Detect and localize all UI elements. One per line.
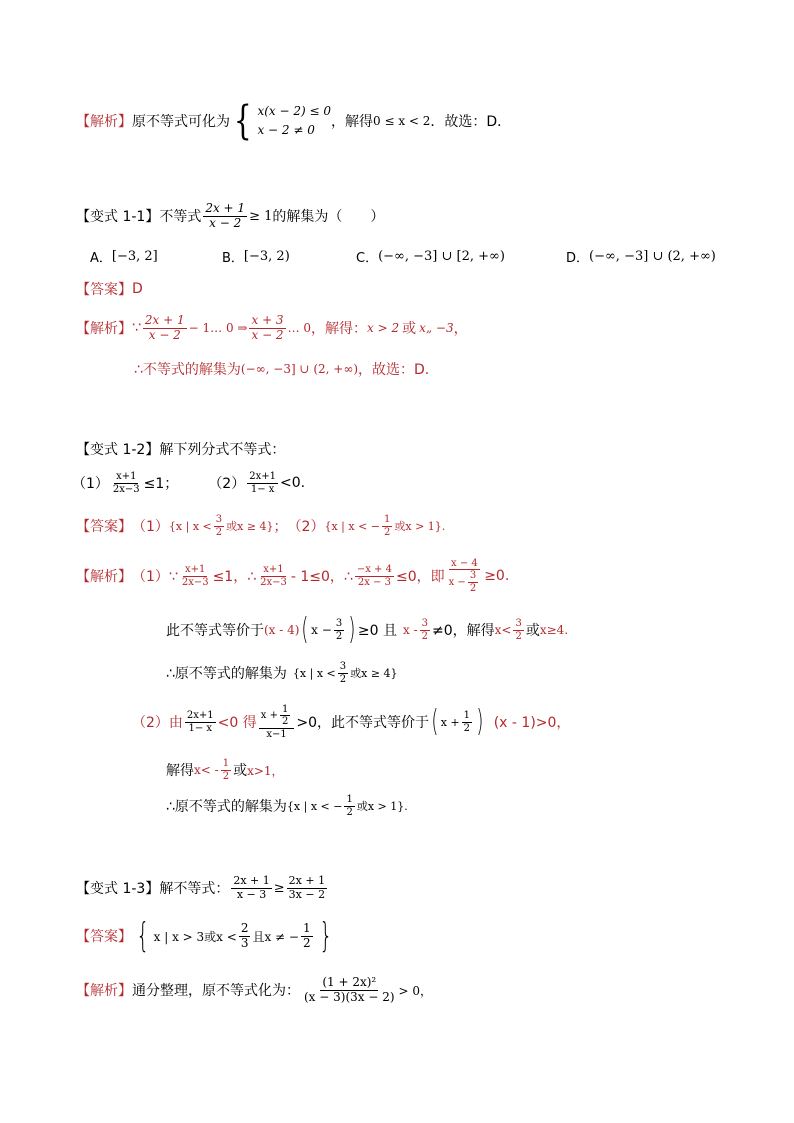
numerator: x+1 bbox=[116, 471, 137, 482]
solution-math: 0 ≤ x < 2 bbox=[373, 114, 431, 128]
variant-tag: 【变式 1-3】 bbox=[76, 881, 160, 897]
math-text: x + bbox=[440, 715, 460, 729]
answer-line bbox=[76, 278, 143, 300]
math-text: {x | x < − bbox=[324, 519, 381, 533]
therefore-line bbox=[166, 655, 398, 691]
numerator: 1 bbox=[346, 794, 353, 805]
math-text: x„ −3 bbox=[419, 321, 454, 335]
relation: ≥ bbox=[273, 880, 285, 896]
math-text: {x | x < bbox=[168, 519, 212, 533]
numerator: 3 bbox=[421, 618, 429, 629]
denominator: 2 bbox=[222, 770, 230, 782]
part2-line bbox=[132, 696, 570, 748]
math-text: 或x > 1}. bbox=[394, 520, 446, 533]
fraction bbox=[221, 758, 231, 782]
denominator: 2 bbox=[463, 722, 470, 734]
denominator: 2x−3 bbox=[112, 483, 140, 495]
fraction bbox=[334, 618, 344, 642]
relation: ≥ 1 bbox=[249, 208, 273, 224]
fraction bbox=[143, 314, 187, 343]
question-text: 不等式 bbox=[159, 209, 202, 225]
part-label: （2） bbox=[287, 519, 325, 535]
numerator: 2x+1 bbox=[249, 471, 276, 482]
brace-open: { bbox=[136, 916, 150, 956]
math-text: (x - 4) bbox=[264, 623, 300, 637]
text: ，故选：D. bbox=[358, 362, 430, 378]
options-row bbox=[222, 245, 290, 267]
text: ∴不等式的解集为 bbox=[134, 362, 241, 378]
text: <0 得 bbox=[217, 715, 257, 731]
denominator: (x − 3)(3x − 2) bbox=[304, 989, 395, 1004]
brace-close: } bbox=[318, 916, 332, 956]
variant-1-2-question bbox=[76, 438, 285, 460]
denominator: x − 2 bbox=[148, 327, 181, 342]
fraction bbox=[468, 570, 478, 594]
denominator: 3x − 2 bbox=[288, 887, 326, 901]
numerator bbox=[259, 704, 295, 729]
math-text: x − bbox=[311, 623, 332, 637]
text: ； bbox=[273, 519, 288, 535]
math-text: {x | x < bbox=[292, 666, 336, 680]
answer-tag: 【答案】 bbox=[76, 519, 132, 535]
text: ，解得： bbox=[311, 321, 368, 337]
question-text: 解下列分式不等式： bbox=[159, 442, 286, 458]
option-a-label: A． bbox=[90, 250, 112, 266]
fraction bbox=[247, 471, 278, 495]
paren-open: ( bbox=[301, 612, 309, 647]
fraction bbox=[185, 710, 216, 734]
fraction bbox=[338, 661, 348, 685]
text: 或 bbox=[233, 763, 248, 779]
text: 或 bbox=[402, 321, 417, 337]
math-text: {x | x < − bbox=[286, 799, 343, 813]
fraction bbox=[280, 704, 290, 728]
text: 此不等式等价于 bbox=[166, 623, 264, 639]
numerator: 1 bbox=[302, 920, 311, 935]
system-bottom: x − 2 ≠ 0 bbox=[257, 123, 315, 137]
part-label: （2） bbox=[208, 476, 246, 492]
math-text: x − bbox=[448, 576, 466, 588]
relation: ≤1； bbox=[143, 476, 179, 492]
numerator: 2 bbox=[240, 920, 249, 935]
option-b-label: B． bbox=[222, 250, 244, 266]
part-label: （1） bbox=[132, 519, 169, 535]
denominator: 2x−3 bbox=[181, 576, 209, 588]
fraction bbox=[302, 976, 397, 1005]
paren-open: ( bbox=[431, 704, 439, 739]
math-text: 或x ≥ 4} bbox=[350, 667, 398, 680]
numerator: 1 bbox=[384, 514, 391, 525]
denominator: 2 bbox=[339, 673, 347, 685]
analysis-tag: 【解析】 bbox=[76, 983, 132, 999]
fraction bbox=[249, 314, 285, 343]
text: 通分整理，原不等式化为： bbox=[132, 983, 300, 999]
denominator: 2 bbox=[346, 806, 353, 818]
text: （2）由 bbox=[132, 715, 183, 731]
analysis-line bbox=[76, 308, 468, 348]
analysis-tag: 【解析】 bbox=[76, 114, 132, 130]
fraction bbox=[287, 875, 327, 901]
variant-tag: 【变式 1-1】 bbox=[76, 209, 160, 225]
answer-value: D bbox=[132, 281, 143, 297]
compound-fraction bbox=[259, 704, 295, 741]
text: ∴原不等式的解集为 bbox=[166, 799, 287, 815]
denominator: 2 bbox=[281, 716, 289, 728]
answer-line bbox=[76, 914, 336, 958]
denominator: 2 bbox=[469, 582, 477, 594]
text: (x - 1)>0， bbox=[493, 715, 571, 731]
math-text: x>1， bbox=[247, 763, 284, 778]
denominator: 2x − 3 bbox=[357, 576, 391, 588]
option-a: [−3, 2] bbox=[111, 248, 158, 264]
equation-system bbox=[230, 98, 331, 144]
solution-line-1 bbox=[76, 96, 511, 146]
fraction bbox=[258, 564, 289, 588]
fraction bbox=[239, 922, 251, 951]
denominator: 2 bbox=[335, 630, 343, 642]
math-text: 或x ≥ 4} bbox=[226, 520, 274, 533]
system-top: x(x − 2) ≤ 0 bbox=[257, 103, 331, 118]
analysis-line bbox=[76, 968, 432, 1012]
denominator bbox=[447, 570, 483, 594]
numerator: 1 bbox=[222, 758, 230, 769]
numerator: 3 bbox=[515, 618, 522, 629]
fraction bbox=[344, 794, 354, 818]
because-symbol: ∵ bbox=[132, 320, 141, 336]
math-text: x - bbox=[403, 623, 418, 637]
fraction bbox=[355, 564, 394, 588]
numerator: 2x+1 bbox=[186, 710, 214, 721]
fraction bbox=[420, 618, 430, 642]
denominator: x − 2 bbox=[209, 215, 242, 230]
numerator: 1 bbox=[463, 710, 470, 721]
text: ≥0 且 bbox=[357, 623, 397, 639]
analysis-tag: 【解析】 bbox=[76, 569, 132, 585]
text: ，解得 bbox=[331, 114, 373, 130]
numerator: 3 bbox=[335, 618, 343, 629]
option-d-label: D． bbox=[566, 250, 590, 266]
therefore-line bbox=[134, 358, 429, 380]
math-text: 或x > 1}. bbox=[356, 800, 408, 813]
variant-tag: 【变式 1-2】 bbox=[76, 442, 160, 458]
numerator: 2x + 1 bbox=[205, 200, 246, 215]
math-text: x > 2 bbox=[367, 321, 400, 335]
numerator: (1 + 2x)² bbox=[322, 974, 377, 989]
text: ∴原不等式的解集为 bbox=[166, 666, 287, 682]
analysis-text: 原不等式可化为 bbox=[132, 114, 230, 130]
denominator: 2 bbox=[515, 630, 522, 642]
text: ， bbox=[453, 321, 468, 337]
variant-1-1-question bbox=[76, 196, 384, 236]
analysis-tag: 【解析】 bbox=[76, 321, 132, 337]
math-text: − 1… 0 ⇒ bbox=[188, 321, 248, 335]
options-row bbox=[566, 245, 716, 267]
denominator: x−1 bbox=[266, 728, 287, 740]
numerator: 2x + 1 bbox=[288, 873, 326, 887]
solve-line bbox=[166, 752, 284, 788]
numerator: 1 bbox=[281, 703, 289, 715]
denominator: 2 bbox=[302, 935, 311, 950]
numerator: x+1 bbox=[185, 564, 206, 575]
fraction bbox=[180, 564, 211, 588]
numerator: x+1 bbox=[263, 564, 284, 575]
text: 或 bbox=[525, 623, 540, 639]
compound-fraction bbox=[447, 558, 483, 595]
math-text: x≥4. bbox=[539, 623, 569, 637]
variant-1-3-question bbox=[76, 868, 329, 908]
text: ．故选：D． bbox=[430, 114, 512, 130]
equivalence-line bbox=[166, 610, 568, 650]
options-row bbox=[90, 245, 158, 267]
denominator: x − 3 bbox=[236, 887, 267, 901]
text: ≤1，∴ bbox=[212, 569, 257, 585]
text: （1）∵ bbox=[132, 569, 178, 585]
relation: <0. bbox=[279, 475, 306, 491]
text: >0，此不等式等价于 bbox=[296, 715, 429, 731]
numerator: 3 bbox=[215, 514, 223, 525]
math-text: 且x ≠ − bbox=[252, 929, 299, 944]
math-text: x< bbox=[494, 623, 512, 637]
denominator: x − 2 bbox=[251, 327, 284, 342]
option-c-label: C． bbox=[356, 250, 379, 266]
numerator: 3 bbox=[339, 661, 347, 672]
options-row bbox=[356, 245, 505, 267]
fraction bbox=[203, 202, 247, 231]
relation: > 0， bbox=[398, 983, 433, 998]
numerator: 3 bbox=[469, 570, 477, 582]
question-text: 解不等式： bbox=[159, 881, 230, 897]
denominator: 2x−3 bbox=[260, 576, 287, 588]
fraction bbox=[382, 514, 392, 538]
fraction bbox=[462, 710, 472, 734]
solution-set: (−∞, −3] ∪ (2, +∞) bbox=[240, 362, 359, 376]
denominator: 1− x bbox=[250, 483, 275, 495]
math-text: … 0 bbox=[287, 321, 312, 335]
denominator: 2 bbox=[384, 526, 391, 538]
analysis-line bbox=[76, 548, 509, 604]
answer-tag: 【答案】 bbox=[76, 282, 132, 298]
option-b: [−3, 2) bbox=[243, 248, 290, 264]
text: ≥0. bbox=[484, 568, 510, 584]
paren-close: ) bbox=[348, 612, 356, 647]
text: ≤0，即 bbox=[395, 569, 445, 585]
math-text: x | x > 3或x < bbox=[153, 929, 237, 944]
fraction bbox=[111, 471, 142, 495]
denominator: 1− x bbox=[188, 722, 213, 734]
math-text: x< - bbox=[194, 763, 219, 777]
fraction bbox=[231, 875, 271, 901]
denominator: 2 bbox=[421, 630, 429, 642]
option-c: (−∞, −3] ∪ [2, +∞) bbox=[378, 248, 505, 264]
therefore-line bbox=[166, 788, 408, 824]
denominator: 3 bbox=[240, 935, 249, 950]
brace-icon: { bbox=[233, 98, 252, 144]
text: - 1≤0，∴ bbox=[290, 569, 353, 585]
paren-close: ) bbox=[476, 704, 484, 739]
question-text: 的解集为（ ） bbox=[272, 209, 385, 225]
fraction bbox=[513, 618, 523, 642]
numerator: 2x + 1 bbox=[233, 873, 270, 887]
fraction bbox=[214, 514, 224, 538]
numerator: x + 3 bbox=[251, 312, 284, 327]
numerator: −x + 4 bbox=[356, 564, 392, 575]
part-label: （1） bbox=[72, 476, 109, 492]
sub-questions bbox=[72, 465, 305, 501]
answer-tag: 【答案】 bbox=[76, 929, 132, 945]
option-d: (−∞, −3] ∪ (2, +∞) bbox=[589, 248, 716, 264]
text: ≠0，解得 bbox=[432, 623, 495, 639]
numerator: x − 4 bbox=[451, 557, 478, 569]
math-text: x + bbox=[260, 710, 278, 721]
answer-line bbox=[76, 508, 445, 544]
numerator: 2x + 1 bbox=[144, 312, 185, 327]
denominator: 2 bbox=[215, 526, 223, 538]
text: 解得 bbox=[166, 763, 194, 779]
fraction bbox=[301, 922, 313, 951]
